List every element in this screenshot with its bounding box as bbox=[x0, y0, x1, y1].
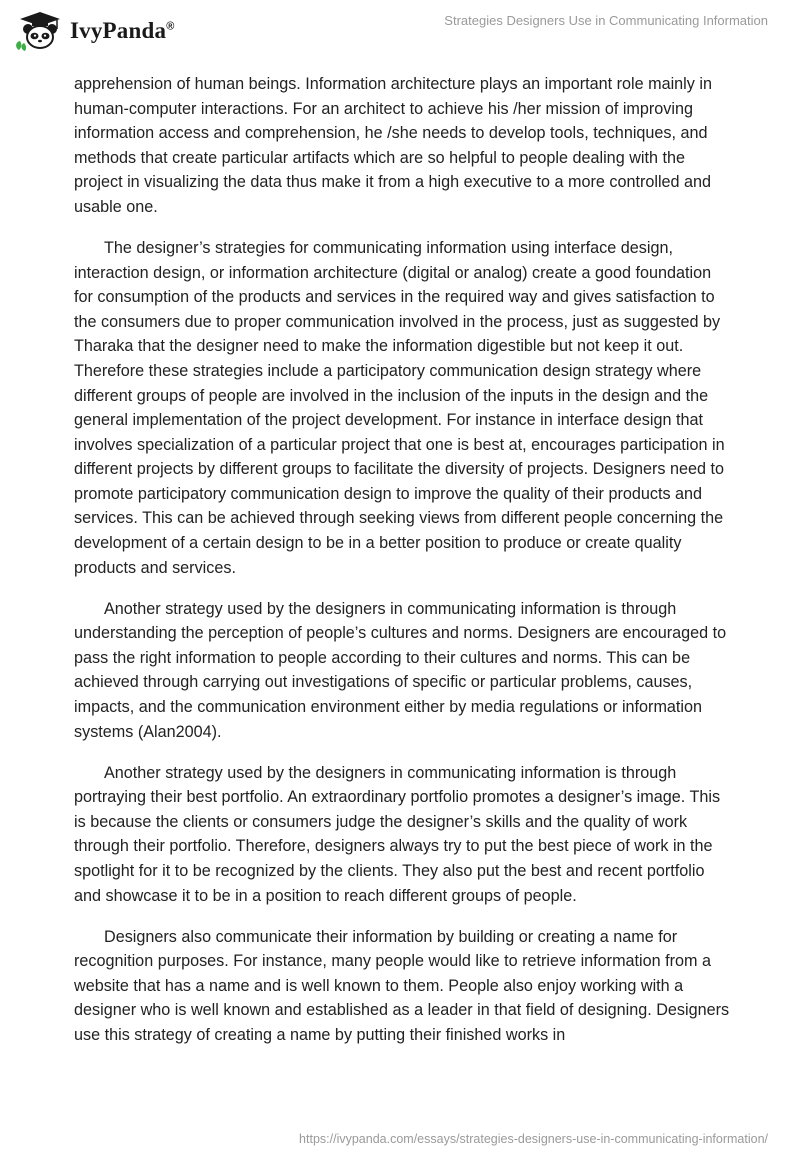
panda-mascot-icon bbox=[14, 10, 66, 52]
essay-body bbox=[74, 72, 734, 1064]
source-url-link[interactable]: https://ivypanda.com/essays/strategies-designers-use-in-communicating-information/ bbox=[299, 1132, 768, 1146]
document-title: Strategies Designers Use in Communicating Information bbox=[444, 13, 768, 28]
ivypanda-logo[interactable] bbox=[14, 10, 175, 52]
registered-mark: ® bbox=[166, 20, 175, 33]
paragraph-continuation: apprehension of human beings. Information architecture plays an important role mainly in human-computer interactions. For an architect to achieve his /her mission of improving information access and comprehension, he /she needs to develop tools, techniques, and methods that create particular artifacts which are so helpful to people dealing with the project in visualizing the data thus make it from a high executive to a more controlled and usable one. bbox=[74, 75, 712, 216]
paragraph: Another strategy used by the designers in communicating information is through portraying their best portfolio. An extraordinary portfolio promotes a designer’s image. This is because the clients or consumers judge the designer’s skills and the quality of work through their portfolio. Therefore, designers always try to put the best piece of work in the spotlight for it to be recognized by the clients. They also put the best and recent portfolio and showcase it to be in a position to reach different groups of people. bbox=[74, 763, 721, 905]
brand-name: IvyPanda® bbox=[70, 18, 175, 43]
paragraph: Another strategy used by the designers in communicating information is through understanding the perception of people’s cultures and norms. Designers are encouraged to pass the right information to people according to their cultures and norms. This can be achieved through carrying out investigations of specific or particular problems, causes, impacts, and the communication environment either by media regulations or information systems (Alan2004). bbox=[74, 599, 727, 741]
page-header bbox=[0, 0, 800, 60]
paragraph: Designers also communicate their information by building or creating a name for recognition purposes. For instance, many people would like to retrieve information from a website that has a name and is well known to them. People also enjoy working with a designer who is well known and established as a leader in that field of designing. Designers use this strategy of creating a name by putting their finished works in bbox=[74, 927, 730, 1044]
paragraph: The designer’s strategies for communicating information using interface design, interaction design, or information architecture (digital or analog) create a good foundation for consumption of the products and services in the required way and gives satisfaction to the consumers due to proper communication involved in the process, just as suggested by Tharaka that the designer need to make the information digestible but not keep it out. Therefore these strategies include a participatory communication design strategy where different groups of people are involved in the inclusion of the inputs in the design and the general implementation of the project development. For instance in interface design that involves specialization of a particular project that one is best at, encourages participation in different projects by different groups to facilitate the diversity of projects. Designers need to promote participatory communication design to improve the quality of their products and services. This can be achieved through seeking views from different people concerning the development of a certain design to be in a better position to produce or create quality products and services. bbox=[74, 238, 725, 577]
